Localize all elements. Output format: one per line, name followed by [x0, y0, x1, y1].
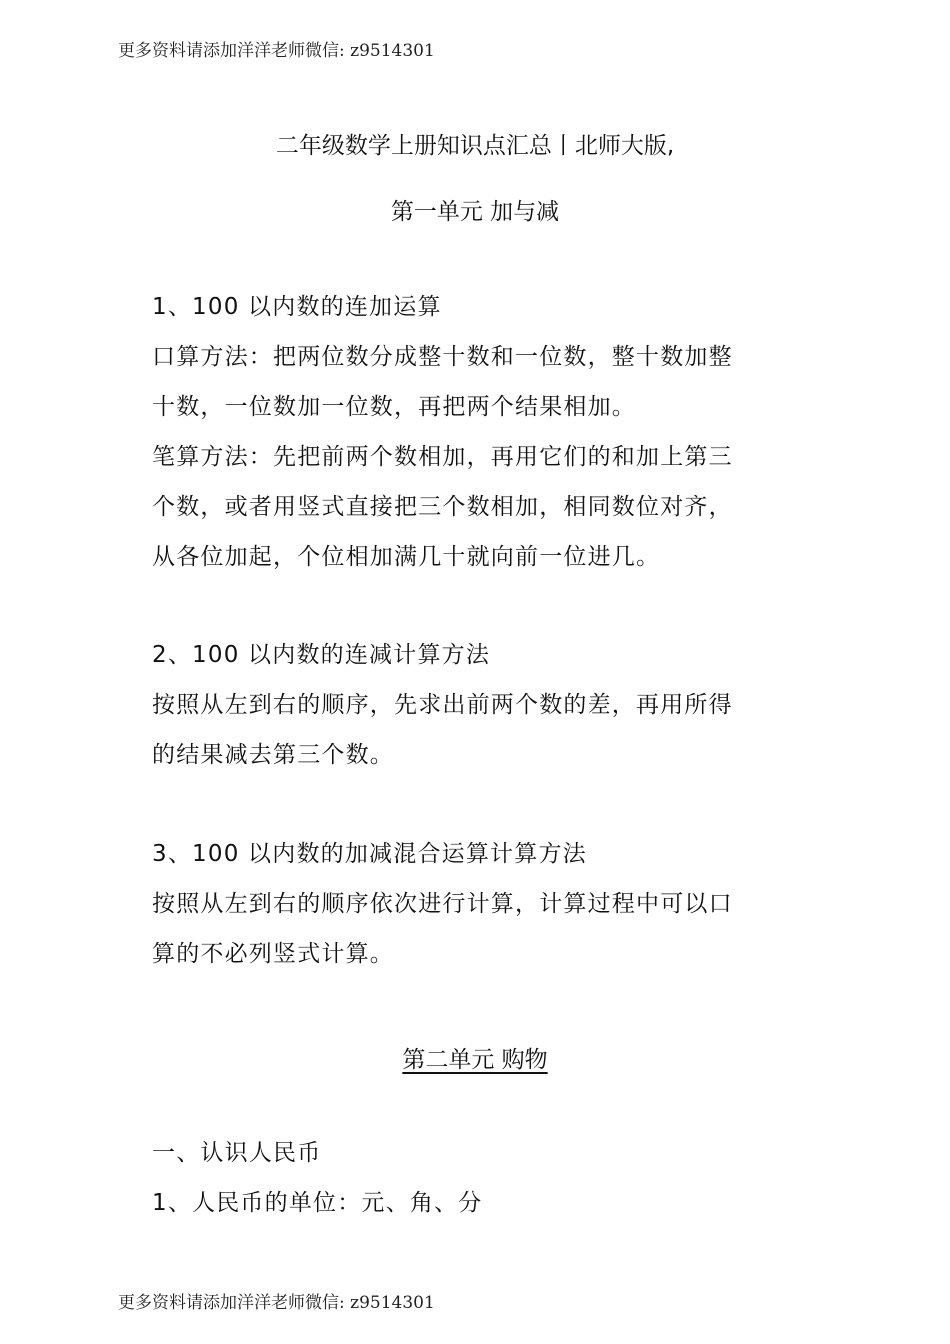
- section-1: [152, 282, 802, 582]
- unit2-title: 第二单元 购物: [402, 1047, 548, 1073]
- section-2-line: 的结果减去第三个数。: [152, 742, 394, 768]
- section-3: [152, 829, 802, 979]
- section-1-line: 十数，一位数加一位数，再把两个结果相加。: [152, 394, 636, 420]
- section-2: [152, 630, 802, 780]
- footer-contact-note: 更多资料请添加洋洋老师微信: z9514301: [118, 1293, 435, 1313]
- section-1-line: 口算方法：把两位数分成整十数和一位数，整十数加整: [152, 344, 733, 370]
- section-1-line: 个数，或者用竖式直接把三个数相加，相同数位对齐，: [152, 494, 733, 520]
- unit2-title-wrapper: [0, 1041, 950, 1074]
- section-3-line: 算的不必列竖式计算。: [152, 941, 394, 967]
- section-1-line: 从各位加起，个位相加满几十就向前一位进几。: [152, 544, 661, 570]
- section-3-line: 按照从左到右的顺序依次进行计算，计算过程中可以口: [152, 891, 733, 917]
- unit2-line: 1、人民币的单位：元、角、分: [152, 1190, 483, 1216]
- header-contact-note: 更多资料请添加洋洋老师微信: z9514301: [118, 41, 435, 61]
- section-2-heading: 2、100 以内数的连减计算方法: [152, 642, 491, 668]
- unit2-content: [152, 1128, 802, 1228]
- unit2-subheading: 一、认识人民币: [152, 1140, 322, 1166]
- document-title: 二年级数学上册知识点汇总丨北师大版,: [275, 133, 675, 159]
- section-1-line: 笔算方法：先把前两个数相加，再用它们的和加上第三: [152, 444, 733, 470]
- unit1-title: 第一单元 加与减: [390, 199, 560, 225]
- section-1-heading: 1、100 以内数的连加运算: [152, 294, 442, 320]
- section-2-line: 按照从左到右的顺序，先求出前两个数的差，再用所得: [152, 692, 733, 718]
- section-3-heading: 3、100 以内数的加减混合运算计算方法: [152, 841, 587, 867]
